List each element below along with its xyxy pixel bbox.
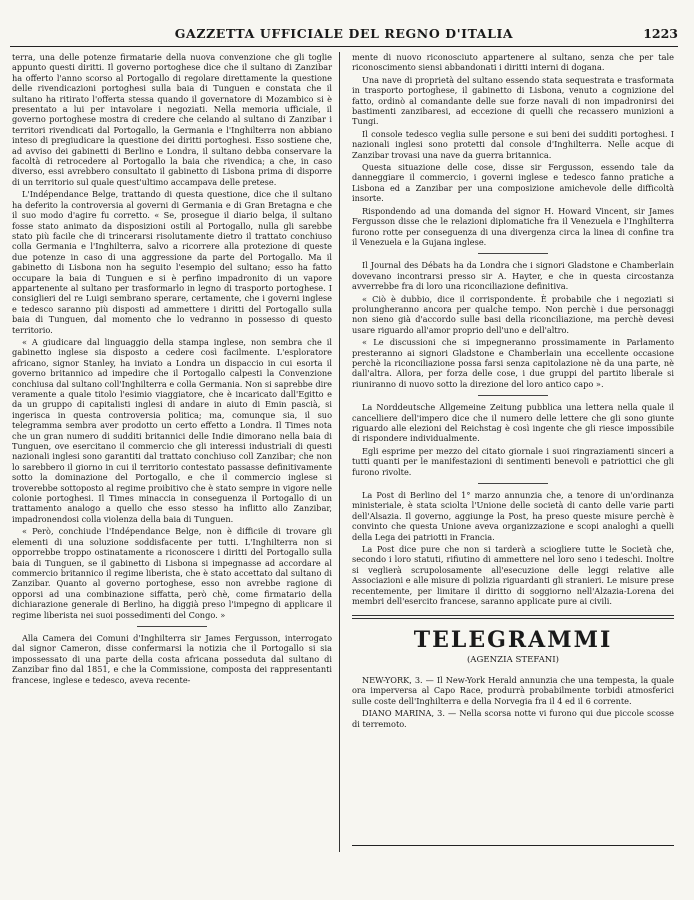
section-divider (478, 395, 548, 396)
article-paragraph: Rispondendo ad una domanda del signor H. Howard Vincent, sir James Fergusson disse che le relazioni diplomatiche fra il Venezuela e l'Inghilterra furono rotte per conseguenza di una divergenza circa la linea di confine tra il Venezuela e la Gujana inglese. (352, 205, 674, 247)
page-number: 1223 (643, 26, 678, 41)
article-paragraph: L'Indépendance Belge, trattando di questa questione, dice che il sultano ha deferito la controversia al governi di Germania e di Gran Bretagna e che il suo modo d'agire fu corretto. « Se, prosegue il diario belga, il sultano fosse stato animato da disposizioni ostili al Portogallo, nulla gli sarebbe stato più facile che di trincerarsi risolutamente dietro il trattato conchiuso colla Germania e l'Inghilterra, salvo a ricorrere alla protezione di queste due potenze in caso di una aggressione da parte del Portogallo. Ma il gabinetto di Lisbona non ha seguito l'esempio del sultano; esso ha fatto occupare la baia di Tunguen e si è perfino impadronito di un vapore appartenente al sultano per trasformarlo in legno di trasporto portoghese. I consiglieri del re Luigi sembrano sperare, certamente, che i governi inglese e tedesco saranno più disposti ad ammettere i diritti del Portogallo sulla baia di Tunguen, dal momento che lo vedranno in possesso di questo territorio. (12, 189, 332, 335)
telegram-divider (352, 615, 674, 619)
article-paragraph: La Norddeutsche Allgemeine Zeitung pubblica una lettera nella quale il cancelliere dell'impero dice che il numero delle lettere che gli sono giunte riguardo alle elezioni del Reichstag è così ingente che gli riesce impossibile di rispondere individualmente. (352, 402, 674, 444)
article-paragraph: Questa situazione delle cose, disse sir Fergusson, essendo tale da danneggiare il commercio, i governi inglese e tedesco fanno pratiche a Lisbona ed a Zanzibar per una composizione amichevole delle difficoltà insorte. (352, 162, 674, 204)
article-paragraph: Una nave di proprietà del sultano essendo stata sequestrata e trasformata in trasporto portoghese, il gabinetto di Lisbona, venuto a cognizione del fatto, ordinò al comandante delle sue forze navali di non impadronirsi dei bastimenti zanzibaresi, ad eccezione di quelli che recassero munizioni a Tungi. (352, 74, 674, 127)
page-header (10, 24, 678, 47)
newspaper-title: GAZZETTA UFFICIALE DEL REGNO D'ITALIA (174, 26, 514, 41)
article-paragraph: Alla Camera dei Comuni d'Inghilterra sir James Fergusson, interrogato dal signor Cameron, disse confermarsi la notizia che il Portogallo si sia impossessato di una parte della costa africana posseduta dal sultano di Zanzibar fino dal 1851, e che la Commissione, composta dei rappresentanti francese, inglese e tedesco, aveva recente- (12, 632, 332, 685)
left-column (12, 52, 332, 687)
article-paragraph: mente di nuovo riconosciuto appartenere al sultano, senza che per tale riconoscimento siensi abbandonati i diritti interni di dogana. (352, 52, 674, 73)
article-paragraph: Il console tedesco veglia sulle persone e sui beni dei sudditi portoghesi. I nazionali inglesi sono protetti dal console d'Inghilterra. Nelle acque di Zanzibar trovasi una nave da guerra britannica. (352, 128, 674, 160)
article-paragraph: Il Journal des Débats ha da Londra che i signori Gladstone e Chamberlain dovevano incontrarsi presso sir A. Hayter, e che in questa circostanza avverrebbe fra di loro una riconciliazione definitiva. (352, 260, 674, 292)
article-paragraph: Egli esprime per mezzo del citato giornale i suoi ringraziamenti sinceri a tutti quanti per le manifestazioni di sentimenti benevoli e patriottici che gli furono rivolte. (352, 445, 674, 477)
article-paragraph: La Post dice pure che non si tarderà a sciogliere tutte le Società che, secondo i loro statuti, rifiutino di ammettere nel loro seno i tedeschi. Inoltre si veglierà scrupolosamente all'esecuzione delle leggi relative alle Associazioni e alle misure di polizia riguardanti gli stranieri. Le misure prese recentemente, per limitare il diritto di soggiorno nell'Alzazia-Lorena dei membri dell'esercito francese, saranno applicate pure ai civili. (352, 544, 674, 607)
article-paragraph: La Post di Berlino del 1° marzo annunzia che, a tenore di un'ordinanza ministeriale, è stata sciolta l'Unione delle società di canto delle varie parti dell'Alsazia. Il governo, aggiunge la Post, ha preso queste misure perchè è convinto che questa Unione aveva organizzazione e scopi analoghi a quelli della Lega dei patriotti in Francia. (352, 490, 674, 542)
article-paragraph: « Però, conchiude l'Indépendance Belge, non è difficile di trovare gli elementi di una soluzione soddisfacente per tutti. L'Inghilterra non si opporrebbe troppo ostinatamente a riconoscere i diritti del Portogallo sulla baia di Tunguen, se il gabinetto di Lisbona si impegnasse ad accordare al commercio britannico il regime liberista, che è stato accettato dal sultano di Zanzibar. Quanto al governo portoghese, esso non avrebbe ragione di opporsi ad una combinazione siffatta, però chè, come firmatario della dichiarazione generale di Berlino, ha diggià preso l'impegno di applicare il regime liberista nei suoi possedimenti del Congo. » (12, 526, 332, 620)
footer-rule (352, 845, 674, 846)
section-divider (137, 626, 207, 627)
telegrams-heading: TELEGRAMMI (413, 626, 613, 653)
section-divider (478, 483, 548, 484)
column-divider (339, 52, 340, 852)
article-paragraph: terra, una delle potenze firmatarie della nuova convenzione che gli toglie appunto questi diritti. Il governo portoghese dice che il sultano di Zanzibar ha offerto l'anno scorso al Portogallo di regolare direttamente la questione delle rivendicazioni portoghesi sulla baia di Tunguen e constata che il sultano ha ritirato l'offerta stessa quando il governatore di Mozambico si è presentato a lui per intavolare i negoziati. Nella memoria ufficiale, il governo portoghese mostra di credere che celando al sultano di Zanzibar i territori rivendicati dal Portogallo, la Germania e l'Inghilterra non abbiano inteso di pregiudicare la questione dei diritti portoghesi. Esso sostiene che, ad avviso dei gabinetti di Berlino e Londra, il sultano debba conservare la facoltà di retrocedere al Portogallo la baia che rivendica; a che, in caso diverso, essi avrebbero consultato il gabinetto di Lisbona prima di disporre di un territorio sul quale quest'ultimo accampava delle pretese. (12, 52, 332, 187)
article-paragraph: « Ciò è dubbio, dice il corrispondente. È probabile che i negoziati si prolungheranno ancora per qualche tempo. Non perchè i due personaggi non sieno già d'accordo sulle basi della riconciliazione, ma perchè devesi usare riguardo all'amor proprio dell'uno e dell'altro. (352, 293, 674, 335)
right-column (352, 52, 674, 731)
article-paragraph: « Le discussioni che si impegneranno prossimamente in Parlamento presteranno ai signori Gladstone e Chamberlain una eccellente occasione perchè la riconciliazione possa farsi senza capitolazione nè da una parte, nè dall'altra. Allora, per forza delle cose, i due gruppi del partito liberale si riuniranno di nuovo sotto la direzione del loro antico capo ». (352, 337, 674, 389)
telegram-item: NEW-YORK, 3. — Il New-York Herald annunzia che una tempesta, la quale ora imperversa al Capo Race, produrrà probabilmente torbidi atmosferici sulle coste dell'Inghilterra e della Norvegia fra il 4 ed il 6 corrente. (352, 674, 674, 706)
article-paragraph: « A giudicare dal linguaggio della stampa inglese, non sembra che il gabinetto inglese sia disposto a cedere così facilmente. L'esploratore africano, signor Stanley, ha inviato a Londra un dispaccio in cui esorta il governo britannico ad impedire che il Portogallo calpesti la Convenzione conchiusa dal sultano coll'Inghilterra e colla Germania. Non si saprebbe dire veramente a quale titolo l'esimio viaggiatore, che è incaricato dall'Egitto e da un gruppo di capitalisti inglesi di andare in aiuto di Emin pascià, si ingerisca in questa controversia politica; ma, comunque sia, il suo telegramma sembra aver prodotto un certo effetto a Londra. Il Times nota che un gran numero di sudditi britannici delle Indie dimorano nella baia di Tunguen, ove esercitano il commercio che gli interessi industriali di questi nazionali inglesi sono garantiti dal trattato conchiuso coll Zanzibar; che non lo sarebbero il giorno in cui il territorio contestato passasse definitivamente sotto la dominazione del Portogallo, e che il commercio inglese si troverebbe sottoposto al regime proibitivo che è stato sempre in vigore nelle colonie portoghesi. Il Times minaccia in conseguenza il Portogallo di un trattamento analogo a quello che esso stesso ha inflitto allo Zanzibar, impadronendosi colla violenza della baia di Tunguen. (12, 336, 332, 524)
telegrams-agency: (AGENZIA STEFANI) (466, 654, 560, 665)
section-divider (478, 253, 548, 254)
telegram-item: DIANO MARINA, 3. — Nella scorsa notte vi furono qui due piccole scosse di terremoto. (352, 708, 674, 729)
